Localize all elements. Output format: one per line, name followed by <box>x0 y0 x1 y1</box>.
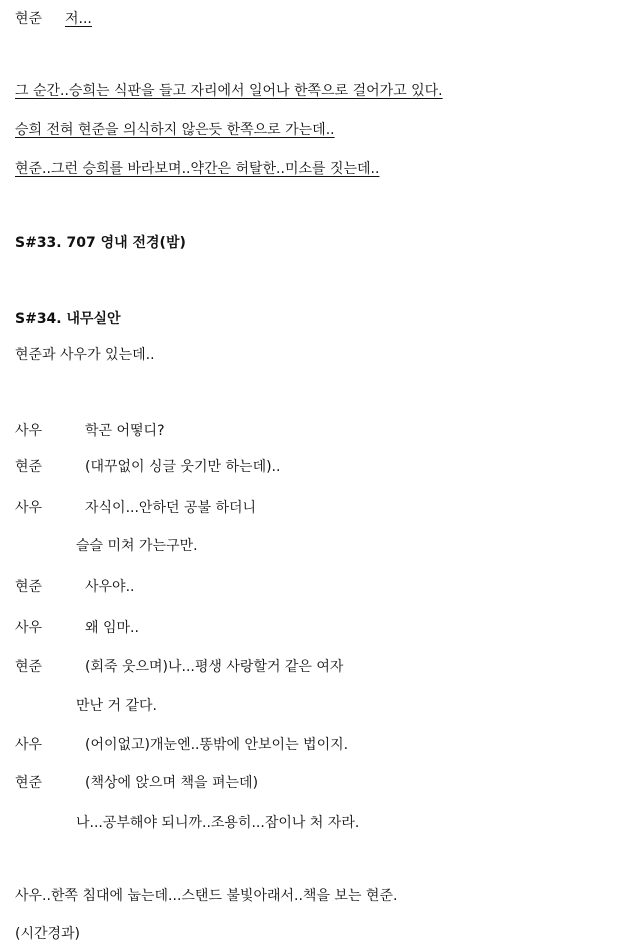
scene-heading: S#33. 707 영내 전경(밤) <box>15 235 186 251</box>
action-line: (시간경과) <box>15 926 81 942</box>
dialogue-line <box>15 458 280 476</box>
dialogue-line <box>15 619 139 637</box>
dialogue-text: 저... <box>65 11 92 27</box>
speaker-name: 현준 <box>15 579 43 595</box>
dialogue-continuation: 슬슬 미쳐 가는구만. <box>76 538 198 554</box>
action-line: 승희 전혀 현준을 의식하지 않은듯 한쪽으로 가는데.. <box>15 122 335 138</box>
speaker-name: 사우 <box>15 500 43 516</box>
dialogue-continuation: 만난 거 같다. <box>76 698 157 714</box>
action-line: 현준..그런 승희를 바라보며..약간은 허탈한..미소를 짓는데.. <box>15 161 380 177</box>
speaker-name: 현준 <box>15 659 43 675</box>
dialogue-line <box>15 736 348 754</box>
dialogue-text: 왜 임마.. <box>85 620 139 636</box>
dialogue-text: (대꾸없이 싱글 웃기만 하는데).. <box>85 459 281 475</box>
dialogue-text: (회죽 웃으며)나...평생 사랑할거 같은 여자 <box>85 659 344 675</box>
dialogue-text: (책상에 앉으며 책을 펴는데) <box>85 775 259 791</box>
dialogue-text: (어이없고)개눈엔..똥밖에 안보이는 법이지. <box>85 737 349 753</box>
speaker-name: 현준 <box>15 11 43 27</box>
scene-heading: S#34. 내무실안 <box>15 311 121 327</box>
dialogue-line <box>15 499 256 517</box>
dialogue-text: 자식이...안하던 공불 하더니 <box>85 500 257 516</box>
dialogue-continuation: 나...공부해야 되니까..조용히...잠이나 처 자라. <box>76 815 360 831</box>
dialogue-line <box>15 422 165 440</box>
dialogue-line <box>15 578 134 596</box>
speaker-name: 사우 <box>15 620 43 636</box>
dialogue-line <box>15 774 258 792</box>
action-line: 현준과 사우가 있는데.. <box>15 347 155 363</box>
action-line: 그 순간..승희는 식판을 들고 자리에서 일어나 한쪽으로 걸어가고 있다. <box>15 83 443 99</box>
speaker-name: 사우 <box>15 423 43 439</box>
dialogue-line <box>15 658 343 676</box>
dialogue-text: 사우야.. <box>85 579 135 595</box>
speaker-name: 현준 <box>15 775 43 791</box>
action-line: 사우..한쪽 침대에 눕는데...스탠드 불빛아래서..책을 보는 현준. <box>15 888 398 904</box>
dialogue-text: 학곤 어떻디? <box>85 423 165 439</box>
speaker-name: 현준 <box>15 459 43 475</box>
speaker-name: 사우 <box>15 737 43 753</box>
dialogue-line-top <box>15 10 92 28</box>
